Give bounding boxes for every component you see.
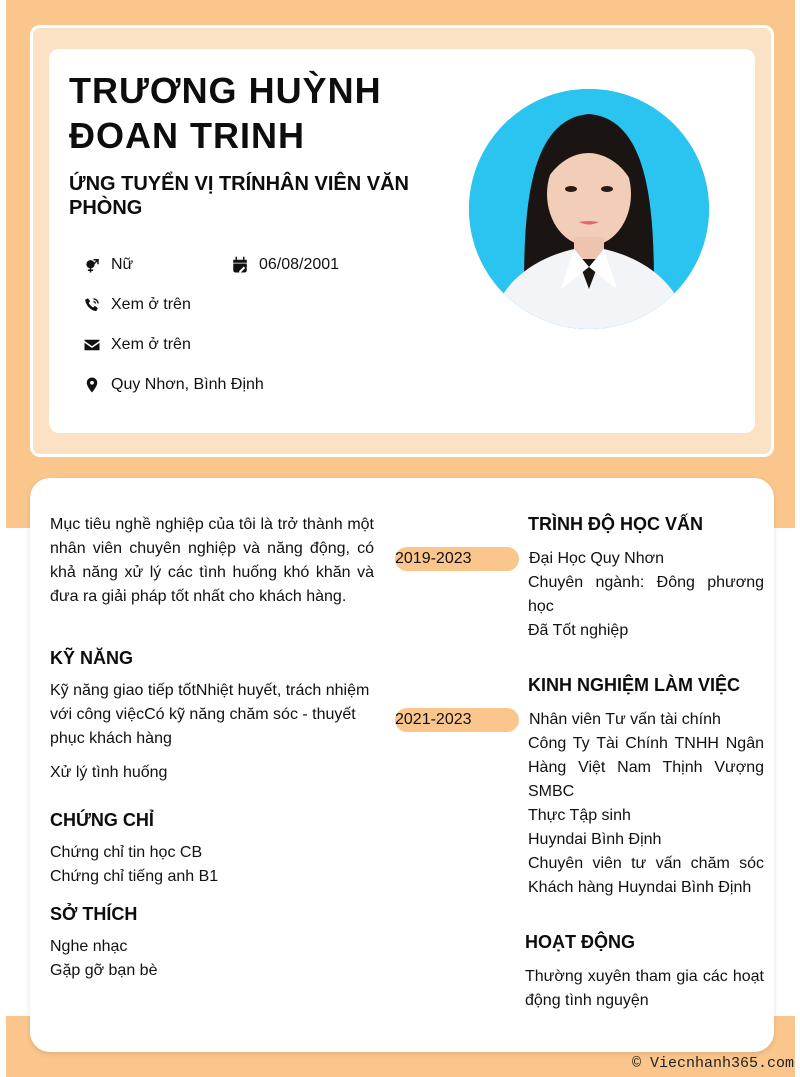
calendar-icon	[230, 255, 250, 275]
experience-line: Huyndai Bình Định	[528, 831, 662, 848]
hobby-item: Nghe nhạc	[50, 938, 128, 955]
skill-item: Kỹ năng giao tiếp tốtNhiệt huyết, trách nhiệm với công việcCó kỹ năng chăm sóc - thuyết phục khách hàng	[50, 682, 370, 747]
experience-title: KINH NGHIỆM LÀM VIỆC	[528, 675, 741, 695]
education-school: Đại Học Quy Nhơn	[529, 550, 664, 567]
applied-position: ỨNG TUYỂN VỊ TRÍNHÂN VIÊN VĂN PHÒNG	[69, 173, 409, 219]
education-period-badge: 2019-2023	[395, 547, 519, 571]
hobbies-title: SỞ THÍCH	[50, 904, 138, 924]
skill-item: Xử lý tình huống	[50, 764, 168, 781]
phone-value: Xem ở trên	[111, 296, 191, 313]
location-icon	[82, 375, 102, 395]
education-title: TRÌNH ĐỘ HỌC VẤN	[528, 514, 703, 534]
info-gender	[82, 255, 133, 275]
education-major: Chuyên ngành: Đông phương học	[528, 574, 764, 615]
gender-value: Nữ	[111, 256, 134, 273]
avatar	[469, 89, 709, 329]
experience-period-badge: 2021-2023	[395, 708, 519, 732]
education-status: Đã Tốt nghiệp	[528, 622, 629, 639]
phone-icon	[82, 295, 102, 315]
info-email	[82, 335, 191, 355]
gender-icon	[82, 255, 102, 275]
skills-title: KỸ NĂNG	[50, 648, 134, 668]
career-objective: Mục tiêu nghề nghiệp của tôi là trở thành một nhân viên chuyên nghiệp và năng động, có khả năng xử lý các tình huống khó khăn và đưa ra giải pháp tốt nhất cho khách hàng.	[50, 516, 374, 605]
certificates-title: CHỨNG CHỈ	[50, 810, 154, 830]
activities-text: Thường xuyên tham gia các hoạt động tình nguyện	[525, 968, 764, 1009]
experience-line: Công Ty Tài Chính TNHH Ngân Hàng Việt Nam Thịnh Vượng SMBC	[528, 735, 764, 800]
email-icon	[82, 335, 102, 355]
address-value: Quy Nhơn, Bình Định	[111, 376, 264, 393]
certificate-item: Chứng chỉ tin học CB	[50, 844, 203, 861]
info-address	[82, 375, 264, 395]
email-value: Xem ở trên	[111, 336, 191, 353]
experience-line: Chuyên viên tư vấn chăm sóc Khách hàng Huyndai Bình Định	[528, 855, 764, 896]
info-birthday	[230, 255, 339, 275]
experience-line: Nhân viên Tư vấn tài chính	[529, 711, 721, 728]
certificate-item: Chứng chỉ tiếng anh B1	[50, 868, 219, 885]
experience-line: Thực Tập sinh	[528, 807, 631, 824]
birthday-value: 06/08/2001	[259, 256, 340, 273]
candidate-name: TRƯƠNG HUỲNH ĐOAN TRINH	[69, 70, 382, 156]
activities-title: HOẠT ĐỘNG	[525, 932, 635, 952]
hobby-item: Gặp gỡ bạn bè	[50, 962, 158, 979]
footer-copyright: © Viecnhanh365.com	[631, 1055, 794, 1072]
info-phone	[82, 295, 191, 315]
